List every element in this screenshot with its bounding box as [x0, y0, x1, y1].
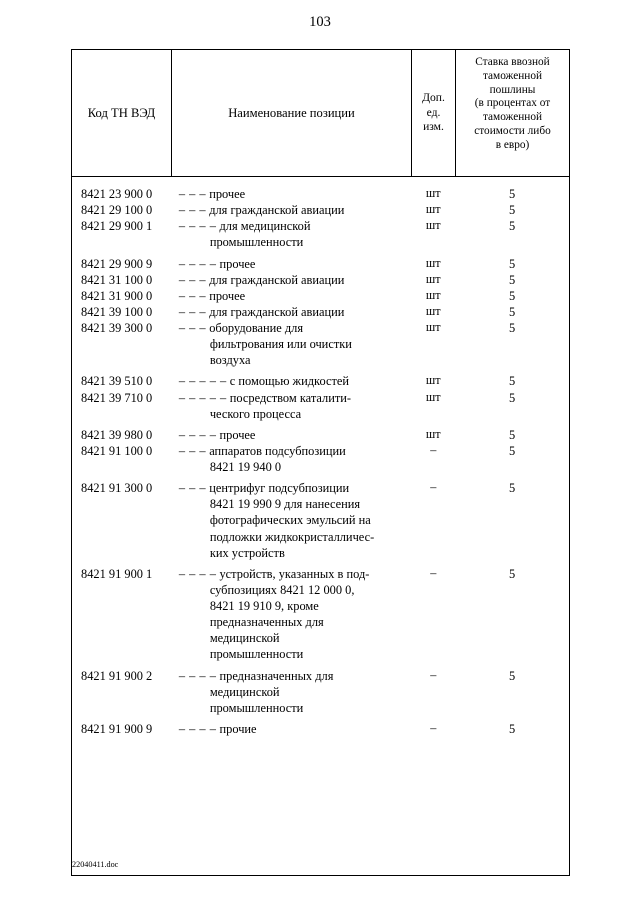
- cell-code: 8421 29 100 0: [81, 203, 153, 218]
- cell-name-first-line: [179, 669, 334, 683]
- cell-unit: –: [430, 720, 437, 735]
- cell-name-first-line: [179, 273, 345, 287]
- cell-name-text: прочее: [206, 288, 246, 303]
- cell-name-text: прочие: [216, 721, 257, 736]
- cell-unit: –: [430, 667, 437, 682]
- cell-unit: шт: [425, 303, 441, 318]
- cell-rate: 5: [509, 443, 516, 458]
- cell-rate: 5: [509, 256, 516, 271]
- header-cell-code: [72, 50, 172, 177]
- cell-unit: шт: [425, 373, 441, 388]
- dash-prefix: – – – – –: [178, 390, 227, 405]
- table-body-cell: [72, 177, 570, 876]
- cell-rate: 5: [509, 288, 516, 303]
- header-cell-name: [172, 50, 412, 177]
- cell-name-first-line: [179, 391, 351, 405]
- cell-name-text: для медицинской: [216, 219, 311, 234]
- cell-name-first-line: [179, 305, 345, 319]
- cell-code: 8421 31 100 0: [81, 272, 153, 287]
- cell-name-continuation: 8421 19 940 0: [209, 460, 282, 474]
- cell-name-text: устройств, указанных в под-: [216, 566, 370, 581]
- cell-name-first-line: [179, 203, 345, 217]
- header-label-name: Наименование позиции: [228, 105, 355, 120]
- cell-name-continuation: ких устройств: [209, 545, 285, 560]
- cell-code: 8421 23 900 0: [81, 187, 153, 201]
- cell-name: [172, 721, 412, 737]
- cell-name-text: оборудование для: [206, 321, 304, 335]
- dash-prefix: – – – –: [178, 427, 217, 442]
- cell-code: 8421 39 510 0: [81, 374, 153, 389]
- dash-prefix: – – – –: [178, 219, 217, 234]
- cell-code: 8421 39 710 0: [81, 390, 153, 405]
- header-rate-line-5: таможенной: [482, 111, 543, 124]
- header-rate-line-4: (в процентах от: [474, 97, 551, 110]
- cell-name: [172, 272, 412, 288]
- table-row: [72, 480, 569, 561]
- dash-prefix: – – – –: [178, 566, 217, 581]
- cell-unit: шт: [425, 186, 441, 200]
- cell-code: 8421 91 900 9: [81, 721, 153, 736]
- dash-prefix: – – –: [178, 321, 207, 335]
- cell-name-text: аппаратов подсубпозиции: [206, 443, 346, 458]
- cell-name-text: прочее: [216, 256, 256, 271]
- cell-name-continuation: подложки жидкокристалличес-: [209, 529, 375, 544]
- cell-name-first-line: [179, 321, 303, 335]
- cell-name: [172, 390, 412, 422]
- cell-name-continuation: 8421 19 990 9 для нанесения: [209, 497, 361, 512]
- cell-name-first-line: [179, 289, 245, 303]
- header-rate-line-3: пошлины: [489, 83, 536, 96]
- cell-unit: –: [430, 442, 437, 457]
- cell-code: 8421 91 100 0: [81, 443, 153, 458]
- cell-name-text: прочее: [206, 187, 246, 201]
- table-row: [72, 373, 569, 389]
- cell-rate: 5: [509, 304, 516, 319]
- cell-name-continuation: промышленности: [209, 647, 304, 662]
- cell-unit: шт: [425, 389, 441, 404]
- cell-rate: 5: [509, 427, 516, 442]
- header-unit-line-3: изм.: [423, 120, 444, 134]
- header-label-code: Код ТН ВЭД: [87, 105, 156, 120]
- cell-name-first-line: [179, 187, 245, 201]
- table-row: [72, 186, 569, 202]
- cell-unit: шт: [425, 255, 441, 270]
- cell-name-first-line: [179, 428, 256, 442]
- cell-name: [172, 288, 412, 304]
- cell-name-first-line: [179, 567, 370, 581]
- table-row: [72, 218, 569, 250]
- footer-filename: 22040411.doc: [72, 860, 119, 869]
- cell-code: 8421 91 900 1: [81, 566, 153, 581]
- cell-name: [172, 256, 412, 272]
- table-bottom-space: [72, 747, 569, 875]
- table-rows: [72, 177, 569, 747]
- cell-name-continuation: медицинской: [209, 631, 280, 646]
- cell-name: [172, 668, 412, 716]
- table-row: [72, 304, 569, 320]
- table-row: [72, 272, 569, 288]
- cell-name: [172, 304, 412, 320]
- cell-name: [172, 202, 412, 218]
- cell-name-continuation: фотографических эмульсий на: [209, 513, 371, 528]
- cell-name-text: посредством каталити-: [226, 390, 352, 405]
- cell-rate: 5: [509, 272, 516, 287]
- table-row: [72, 668, 569, 716]
- header-rate-line-7: в евро): [495, 138, 530, 151]
- cell-unit: шт: [425, 287, 441, 302]
- cell-name-text: прочее: [216, 427, 256, 442]
- table-header: [72, 50, 570, 177]
- cell-code: 8421 91 900 2: [81, 668, 153, 683]
- table-row: [72, 721, 569, 737]
- table-row: [72, 443, 569, 475]
- cell-name-continuation: медицинской: [209, 684, 280, 699]
- cell-rate: 5: [509, 374, 516, 389]
- cell-name-text: с помощью жидкостей: [226, 374, 349, 389]
- cell-name-text: центрифуг подсубпозиции: [206, 481, 350, 496]
- cell-code: 8421 31 900 0: [81, 288, 153, 303]
- dash-prefix: – – – – –: [178, 374, 227, 389]
- cell-name-continuation: предназначенных для: [209, 615, 324, 630]
- header-rate-line-2: таможенной: [482, 69, 543, 82]
- cell-name: [172, 427, 412, 443]
- cell-unit: шт: [425, 426, 441, 441]
- header-cell-unit: [412, 50, 456, 177]
- cell-name-text: для гражданской авиации: [206, 272, 345, 287]
- cell-name-continuation: ческого процесса: [209, 406, 302, 421]
- cell-code: 8421 29 900 1: [81, 219, 153, 234]
- cell-name: [172, 218, 412, 250]
- table-row: [72, 390, 569, 422]
- dash-prefix: – – –: [178, 203, 207, 218]
- cell-code: 8421 39 300 0: [81, 321, 153, 335]
- cell-code: 8421 39 100 0: [81, 304, 153, 319]
- cell-name-text: предназначенных для: [216, 668, 334, 683]
- cell-name-continuation: промышленности: [209, 700, 304, 715]
- cell-rate: 5: [509, 390, 516, 405]
- cell-name-continuation: промышленности: [209, 235, 304, 250]
- dash-prefix: – – – –: [178, 668, 217, 683]
- tariff-table: [71, 49, 570, 876]
- cell-rate: 5: [509, 321, 516, 335]
- table-row: [72, 288, 569, 304]
- cell-name-first-line: [179, 722, 257, 736]
- table-body: [72, 177, 570, 876]
- cell-rate: 5: [509, 187, 516, 201]
- header-rate-line-1: Ставка ввозной: [475, 56, 550, 68]
- cell-name-continuation: субпозициях 8421 12 000 0,: [209, 582, 355, 597]
- cell-code: 8421 91 300 0: [81, 481, 153, 496]
- cell-name-continuation: 8421 19 910 9, кроме: [209, 599, 319, 613]
- table-row: [72, 566, 569, 663]
- dash-prefix: – – –: [178, 288, 207, 303]
- dash-prefix: – – –: [178, 304, 207, 319]
- dash-prefix: – – –: [178, 272, 207, 287]
- cell-rate: 5: [509, 721, 516, 736]
- cell-name-first-line: [179, 257, 256, 271]
- table-row: [72, 202, 569, 218]
- cell-name-first-line: [179, 374, 349, 388]
- header-cell-rate: [456, 50, 570, 177]
- cell-rate: 5: [509, 481, 516, 496]
- cell-unit: шт: [425, 271, 441, 286]
- table-row: [72, 427, 569, 443]
- dash-prefix: – – –: [178, 481, 207, 496]
- dash-prefix: – – –: [178, 443, 207, 458]
- cell-name: [172, 320, 412, 368]
- cell-name-first-line: [179, 481, 349, 495]
- table-row: [72, 320, 569, 368]
- cell-name: [172, 186, 412, 202]
- cell-rate: 5: [509, 203, 516, 218]
- cell-name: [172, 373, 412, 389]
- cell-unit: –: [430, 480, 437, 495]
- page-number: 103: [309, 14, 331, 30]
- cell-unit: –: [430, 565, 437, 580]
- cell-name: [172, 443, 412, 475]
- cell-name-text: для гражданской авиации: [206, 203, 345, 218]
- cell-rate: 5: [509, 566, 516, 581]
- cell-rate: 5: [509, 219, 516, 234]
- header-unit-line-1: Доп.: [422, 91, 445, 105]
- cell-name: [172, 566, 412, 663]
- cell-unit: шт: [425, 202, 441, 217]
- header-label-rate: [456, 50, 569, 176]
- cell-name: [172, 480, 412, 561]
- cell-name-continuation: фильтрования или очистки: [209, 337, 352, 352]
- cell-name-continuation: воздуха: [209, 353, 251, 368]
- cell-code: 8421 29 900 9: [81, 256, 153, 271]
- cell-unit: шт: [425, 218, 441, 233]
- cell-code: 8421 39 980 0: [81, 427, 153, 442]
- table-row: [72, 256, 569, 272]
- header-unit-line-2: ед.: [426, 105, 441, 119]
- cell-unit: шт: [425, 320, 441, 334]
- cell-name-text: для гражданской авиации: [206, 304, 345, 319]
- dash-prefix: – – –: [178, 187, 207, 201]
- cell-name-first-line: [179, 444, 346, 458]
- cell-name-first-line: [179, 219, 311, 233]
- dash-prefix: – – – –: [178, 256, 217, 271]
- header-label-unit: [412, 50, 455, 176]
- header-rate-line-6: стоимости либо: [474, 124, 551, 137]
- cell-rate: 5: [509, 668, 516, 683]
- dash-prefix: – – – –: [178, 721, 217, 736]
